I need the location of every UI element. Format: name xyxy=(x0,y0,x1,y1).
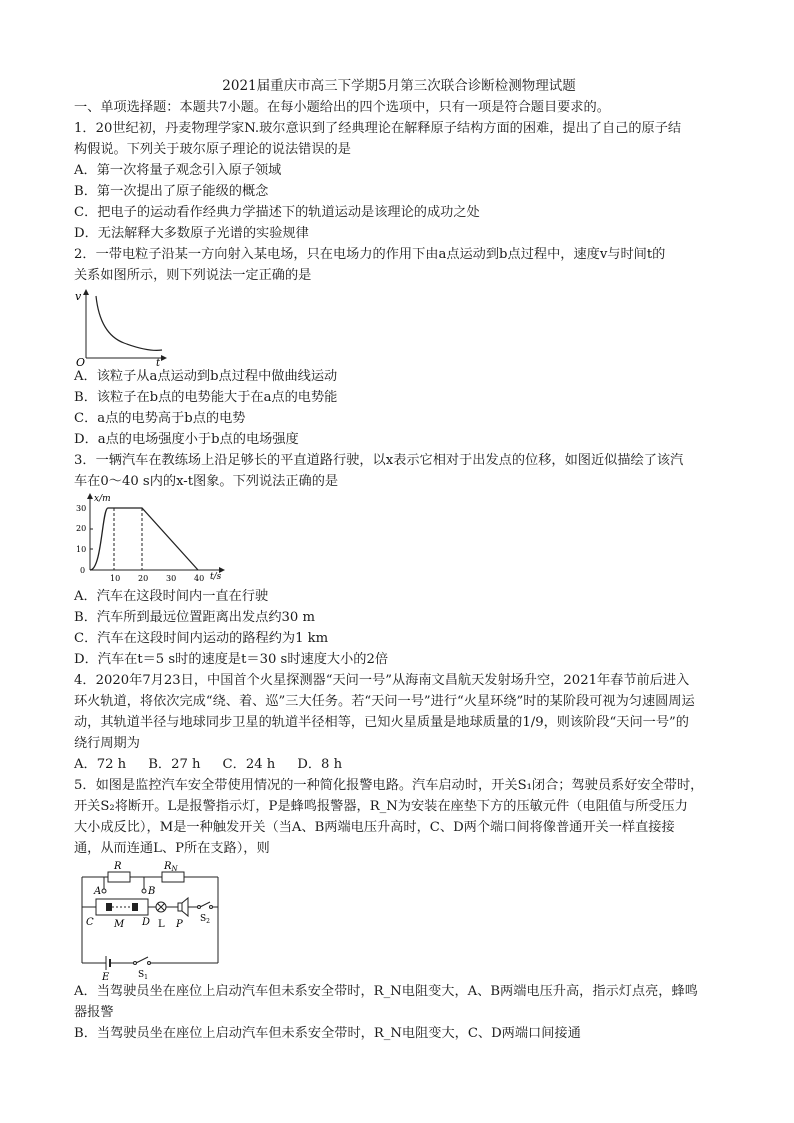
m-contact-c xyxy=(106,903,112,911)
resistor-r xyxy=(108,872,130,882)
q2-stem-line2: 关系如图所示，则下列说法一定正确的是 xyxy=(74,268,312,283)
q2-xlabel: t xyxy=(156,358,161,366)
label-b: B xyxy=(148,886,156,897)
q3-xt-curve xyxy=(90,508,198,570)
q4-stem-line1: 4．2020年7月23日，中国首个火星探测器“天问一号”从海南文昌航天发射场升空，2021年春节前后进入 xyxy=(74,673,690,688)
q3-ytick-30: 30 xyxy=(76,504,87,513)
label-s1: $S_1$ xyxy=(138,970,148,981)
q2-option-c: C．a点的电势高于b点的电势 xyxy=(74,411,246,426)
buzzer-p-body xyxy=(178,903,182,911)
terminal-a xyxy=(102,889,106,893)
q1-option-a: A．第一次将量子观念引入原子领域 xyxy=(74,163,282,178)
q1-option-c: C．把电子的运动看作经典力学描述下的轨道运动是该理论的成功之处 xyxy=(74,205,480,220)
terminal-b xyxy=(142,889,146,893)
question-4 xyxy=(74,670,724,775)
resistor-rn xyxy=(162,872,184,882)
q4-option-c: C．24 h xyxy=(222,757,276,772)
q2-option-a: A．该粒子从a点运动到b点过程中做曲线运动 xyxy=(74,369,338,384)
question-3 xyxy=(74,450,724,670)
q1-stem-line2: 构假说。下列关于玻尔原子理论的说法错误的是 xyxy=(74,142,351,157)
q2-origin: O xyxy=(76,356,86,366)
question-2 xyxy=(74,244,724,450)
label-rn: $R_N$ xyxy=(164,861,178,873)
q4-stem-line4: 绕行周期为 xyxy=(74,736,140,751)
q2-option-b: B．该粒子在b点的电势能大于在a点的电势能 xyxy=(74,390,338,405)
q3-xt-graph xyxy=(74,492,234,586)
q3-ytick-0: 0 xyxy=(80,566,86,575)
q5-stem-line2: 开关S₂将断开。L是报警指示灯，P是蜂鸣报警器，R_N为安装在座垫下方的压敏元件（电阻值与所受压力 xyxy=(74,799,688,814)
q3-xtick-20: 20 xyxy=(138,574,149,583)
label-e: E xyxy=(102,972,110,981)
page-title: 2021届重庆市高三下学期5月第三次联合诊断检测物理试题 xyxy=(222,78,576,94)
q5-option-a-line1: A．当驾驶员坐在座位上启动汽车但未系安全带时，R_N电阻变大，A、B两端电压升高，指示灯点亮，蜂鸣 xyxy=(74,984,698,999)
label-a: A xyxy=(94,886,102,897)
q4-options xyxy=(74,754,724,775)
buzzer-p-horn xyxy=(182,898,188,916)
label-c: C xyxy=(86,917,94,928)
q2-vt-graph xyxy=(74,286,184,366)
q3-option-d: D．汽车在t＝5 s时的速度是t＝30 s时速度大小的2倍 xyxy=(74,652,389,667)
q2-stem-line1: 2．一带电粒子沿某一方向射入某电场，只在电场力的作用下由a点运动到b点过程中，速度v与时间t的 xyxy=(74,247,666,262)
q1-option-b: B．第一次提出了原子能级的概念 xyxy=(74,184,269,199)
q3-stem-line1: 3．一辆汽车在教练场上沿足够长的平直道路行驶，以x表示它相对于出发点的位移，如图近似描绘了该汽 xyxy=(74,453,684,468)
q3-xtick-30: 30 xyxy=(166,574,177,583)
q3-xtick-40: 40 xyxy=(194,574,205,583)
label-m: M xyxy=(114,919,125,930)
q5-option-b-line1: B．当驾驶员坐在座位上启动汽车但未系安全带时，R_N电阻变大，C、D两端口间接通 xyxy=(74,1026,581,1041)
switch-s1 xyxy=(136,957,148,963)
q2-curve xyxy=(96,296,162,350)
q3-ylabel: x/m xyxy=(94,494,111,504)
q4-stem-line3: 动，其轨道半径与地球同步卫星的轨道半径相等，已知火星质量是地球质量的1/9，则该阶段“天问一号”的 xyxy=(74,715,689,730)
label-d: D xyxy=(142,917,151,928)
section-heading: 一、单项选择题：本题共7小题。在每小题给出的四个选项中，只有一项是符合题目要求的。 xyxy=(74,100,610,115)
q1-option-d: D．无法解释大多数原子光谱的实验规律 xyxy=(74,226,309,241)
q3-stem-line2: 车在0～40 s内的x-t图象。下列说法正确的是 xyxy=(74,474,339,489)
q3-xtick-10: 10 xyxy=(110,574,121,583)
q5-circuit-diagram xyxy=(76,859,236,981)
switch-s2 xyxy=(200,902,210,907)
label-s2: $S_2$ xyxy=(200,914,210,925)
m-contact-d xyxy=(132,903,138,911)
q3-ytick-20: 20 xyxy=(76,524,87,533)
q3-ytick-10: 10 xyxy=(76,545,87,554)
q5-stem-line4: 通，从而连通L、P所在支路），则 xyxy=(74,841,270,856)
q4-option-a: A．72 h xyxy=(74,757,127,772)
question-5 xyxy=(74,775,724,1044)
q3-option-c: C．汽车在这段时间内运动的路程约为1 km xyxy=(74,631,329,646)
exam-content xyxy=(74,76,724,1044)
question-1 xyxy=(74,118,724,244)
q4-option-b: B．27 h xyxy=(148,757,201,772)
q4-stem-line2: 环火轨道，将依次完成“绕、着、巡”三大任务。若“天问一号”进行“火星环绕”时的某阶段可视为匀速圆周运 xyxy=(74,694,695,709)
q4-option-d: D．8 h xyxy=(297,757,343,772)
label-r: R xyxy=(114,861,122,872)
q1-stem-line1: 1．20世纪初，丹麦物理学家N.玻尔意识到了经典理论在解释原子结构方面的困难，提出了自己的原子结 xyxy=(74,121,682,136)
label-p: P xyxy=(176,919,183,930)
q5-stem-line3: 大小成反比），M是一种触发开关（当A、B两端电压升高时，C、D两个端口间将像普通开关一样直接接 xyxy=(74,820,675,835)
q3-option-a: A．汽车在这段时间内一直在行驶 xyxy=(74,589,269,604)
q5-option-a-line2: 器报警 xyxy=(74,1005,114,1020)
q5-stem-line1: 5．如图是监控汽车安全带使用情况的一种简化报警电路。汽车启动时，开关S₁闭合；驾驶员系好安全带时， xyxy=(74,778,704,793)
q3-xlabel: t/s xyxy=(210,572,222,582)
q3-option-b: B．汽车所到最远位置距离出发点约30 m xyxy=(74,610,315,625)
q2-ylabel: v xyxy=(75,290,82,303)
q2-option-d: D．a点的电场强度小于b点的电场强度 xyxy=(74,432,299,447)
label-l: L xyxy=(158,919,165,930)
